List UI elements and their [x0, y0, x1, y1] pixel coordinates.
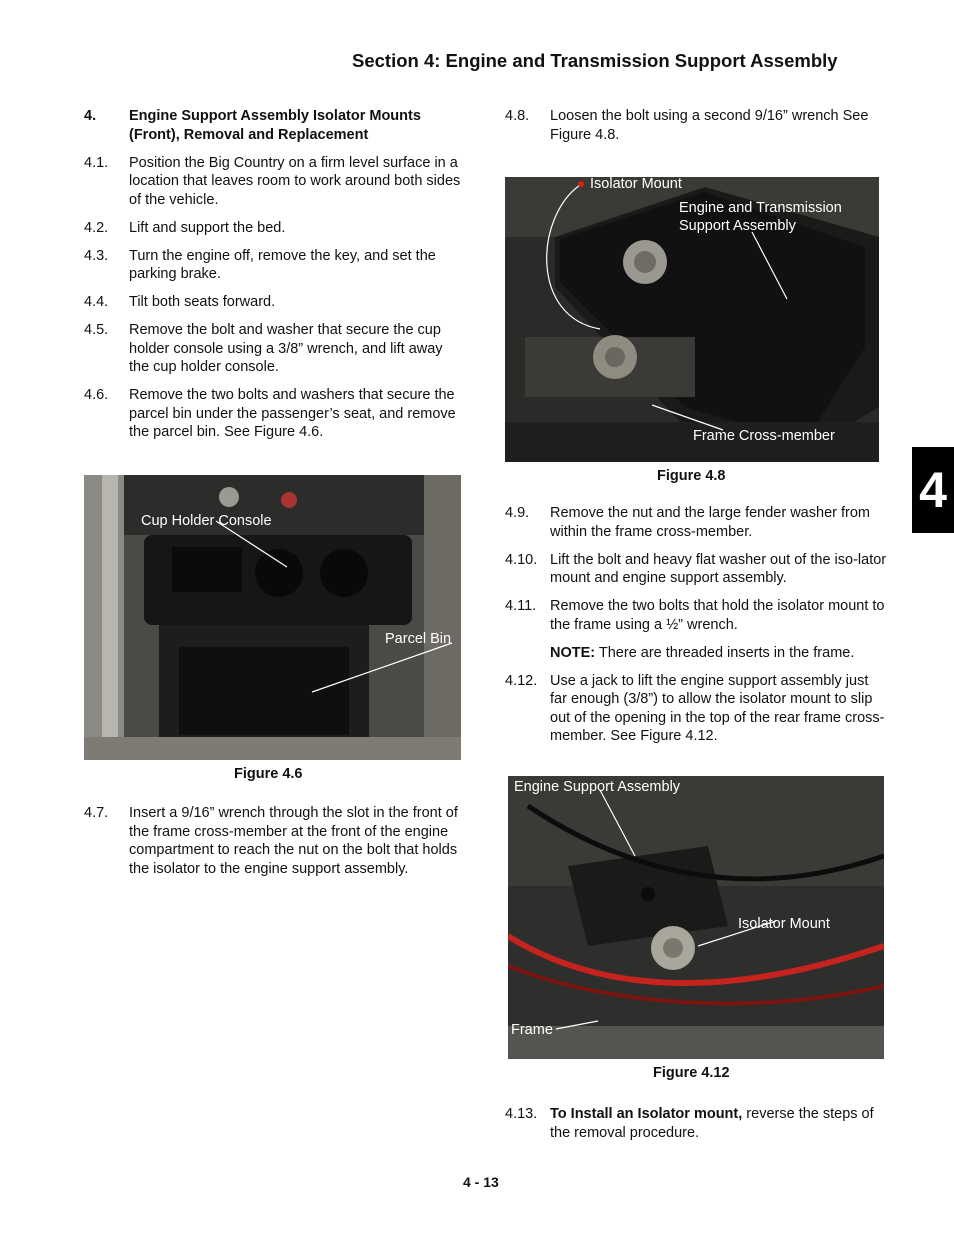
step-number: 4.1.	[84, 154, 109, 171]
step-item	[505, 1105, 887, 1142]
step-text: Use a jack to lift the engine support assembly just far enough (3/8”) to allow the isolator mount to slip out of the opening in the top of the rear frame cross-member. See Figure 4.12.	[550, 672, 885, 744]
step-item	[84, 386, 464, 442]
step-text: Remove the nut and the large fender washer from within the frame cross-member.	[550, 505, 870, 540]
figure-label: Engine and Transmission	[679, 200, 842, 216]
step-text: Remove the bolt and washer that secure the cup holder console using a 3/8” wrench, and lift away the cup holder console.	[129, 322, 443, 375]
note-body: There are threaded inserts in the frame.	[595, 644, 855, 661]
right-column-lower	[505, 1105, 887, 1152]
step-item	[505, 551, 887, 588]
right-column-middle	[505, 504, 887, 755]
step-item	[505, 107, 887, 144]
step-item	[84, 293, 464, 312]
step-text: Lift and support the bed.	[129, 219, 286, 236]
step-lead: To Install an Isolator mount,	[550, 1106, 743, 1122]
step-text: Remove the two bolts and washers that secure the parcel bin under the passenger’s seat, and remove the parcel bin. See Figure 4.6.	[129, 387, 456, 440]
step-text: Insert a 9/16” wrench through the slot in the front of the frame cross-member at the front of the engine compartment to reach the nut on the bolt that holds the isolator to the engine support assembly.	[129, 805, 458, 877]
step-text: Lift the bolt and heavy flat washer out of the iso-lator mount and engine support assembly.	[550, 551, 887, 586]
step-number: 4.11.	[505, 598, 537, 614]
step-text	[550, 1105, 887, 1142]
step-item	[84, 804, 464, 878]
step-number: 4.10.	[505, 551, 538, 568]
figure-label: Frame	[511, 1022, 553, 1038]
step-number: 4.7.	[84, 805, 109, 821]
left-column-lower	[84, 804, 464, 888]
note-label: NOTE:	[550, 644, 596, 661]
step-number: 4.9.	[505, 505, 530, 521]
left-column	[84, 107, 464, 451]
step-number: 4.2.	[84, 219, 109, 236]
step-item	[84, 247, 464, 284]
figure-label: Parcel Bin	[385, 631, 452, 647]
figure-caption: Figure 4.6	[234, 766, 303, 782]
step-number: 4.12.	[505, 672, 538, 689]
step-item	[505, 504, 887, 541]
step-text: Loosen the bolt using a second 9/16” wrench See Figure 4.8.	[550, 108, 869, 143]
figure-4-12-photo	[508, 776, 884, 1059]
step-number: 4.5.	[84, 322, 109, 338]
step-item	[84, 154, 464, 210]
step-text: Turn the engine off, remove the key, and set the parking brake.	[129, 247, 436, 282]
note-text	[505, 644, 887, 663]
step-text: Remove the two bolts that hold the isolator mount to the frame using a ½” wrench.	[550, 598, 885, 633]
figure-label: Support Assembly	[679, 218, 796, 234]
figure-label: Engine Support Assembly	[514, 779, 681, 795]
step-number: 4.4.	[84, 294, 109, 310]
figure-4-8-photo	[505, 177, 879, 462]
right-column	[505, 107, 887, 154]
step-number: 4.13.	[505, 1106, 538, 1122]
page-number: 4 - 13	[463, 1174, 499, 1190]
step-item	[505, 597, 887, 634]
section-heading	[84, 107, 464, 144]
step-number: 4.8.	[505, 108, 530, 124]
figure-label: Frame Cross-member	[693, 428, 835, 444]
step-item	[84, 219, 464, 238]
chapter-tab: 4	[912, 447, 954, 533]
step-item	[84, 321, 464, 377]
step-text: Tilt both seats forward.	[129, 294, 276, 310]
step-item	[505, 672, 887, 746]
step-text: Engine Support Assembly Isolator Mounts (Front), Removal and Replacement	[129, 108, 421, 143]
figure-label: Isolator Mount	[738, 916, 830, 932]
figure-label: Isolator Mount	[590, 177, 682, 192]
figure-caption: Figure 4.12	[653, 1065, 730, 1081]
page-title: Section 4: Engine and Transmission Support Assembly	[352, 50, 838, 71]
step-text: Position the Big Country on a firm level surface in a location that leaves room to work around both sides of the vehicle.	[129, 154, 461, 208]
step-number: 4.	[84, 108, 97, 124]
figure-label: Cup Holder Console	[141, 513, 272, 529]
step-number: 4.6.	[84, 387, 109, 403]
figure-4-6-photo	[84, 475, 461, 760]
step-body: reverse the steps of the removal procedure.	[550, 1106, 874, 1141]
figure-caption: Figure 4.8	[657, 468, 726, 484]
step-number: 4.3.	[84, 247, 109, 264]
